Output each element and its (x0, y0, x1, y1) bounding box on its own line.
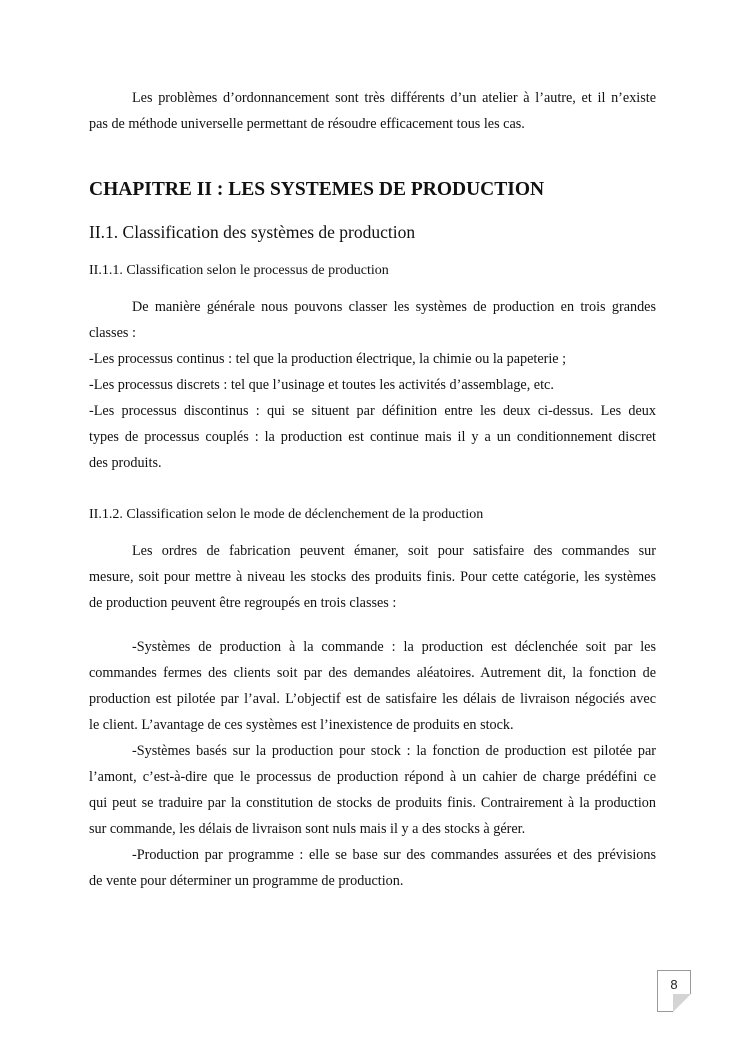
list-item: types de processus couplés : la production est continue mais il y a un conditionnement discret (89, 429, 656, 445)
class-line: l’amont, c’est-à-dire que le processus de production répond à un cahier de charge prédéfini ce (89, 769, 656, 785)
body-line: de production peuvent être regroupés en trois classes : (89, 595, 397, 611)
list-item: -Les processus continus : tel que la production électrique, la chimie ou la papeterie ; (89, 351, 567, 367)
class-line: le client. L’avantage de ces systèmes est l’inexistence de produits en stock. (89, 717, 514, 733)
subsection-title-2: II.1.2. Classification selon le mode de déclenchement de la production (89, 507, 484, 522)
class-line: production est pilotée par l’aval. L’objectif est de satisfaire les délais de livraison négociés avec (89, 691, 656, 707)
class-line: -Production par programme : elle se base sur des commandes assurées et des prévisions (132, 847, 656, 863)
intro-line: pas de méthode universelle permettant de résoudre efficacement tous les cas. (89, 116, 525, 132)
list-item: -Les processus discontinus : qui se situent par définition entre les deux ci-dessus. Les deux (89, 403, 656, 419)
chapter-title: CHAPITRE II : LES SYSTEMES DE PRODUCTION (89, 179, 545, 200)
list-item: -Les processus discrets : tel que l’usinage et toutes les activités d’assemblage, etc. (89, 377, 554, 393)
body-line: Les ordres de fabrication peuvent émaner, soit pour satisfaire des commandes sur (132, 543, 656, 559)
subsection-title-1: II.1.1. Classification selon le processus de production (89, 263, 389, 278)
intro-line: Les problèmes d’ordonnancement sont très différents d’un atelier à l’autre, et il n’existe (132, 90, 656, 106)
body-line: De manière générale nous pouvons classer les systèmes de production en trois grandes (132, 299, 656, 315)
subsection-2-classes (89, 634, 656, 894)
class-line: sur commande, les délais de livraison sont nuls mais il y a des stocks à gérer. (89, 821, 526, 837)
body-line: classes : (89, 325, 136, 341)
body-line: mesure, soit pour mettre à niveau les stocks des produits finis. Pour cette catégorie, les systèmes (89, 569, 656, 585)
page-number-box (657, 970, 691, 1012)
subsection-2-intro (89, 538, 656, 616)
subsection-1-body (89, 294, 656, 476)
class-line: qui peut se traduire par la constitution de stocks de produits finis. Contrairement à la production (89, 795, 656, 811)
intro-paragraph (89, 85, 656, 137)
page-number: 8 (670, 977, 678, 992)
section-title: II.1. Classification des systèmes de production (89, 222, 416, 242)
class-line: -Systèmes de production à la commande : la production est déclenchée soit par les (132, 639, 656, 655)
class-line: -Systèmes basés sur la production pour stock : la fonction de production est pilotée par (132, 743, 656, 759)
list-item: des produits. (89, 455, 162, 471)
class-line: de vente pour déterminer un programme de production. (89, 873, 404, 889)
class-line: commandes fermes des clients soit par des demandes aléatoires. Autrement dit, la fonction de (89, 665, 656, 681)
page-curl-icon (673, 994, 691, 1012)
